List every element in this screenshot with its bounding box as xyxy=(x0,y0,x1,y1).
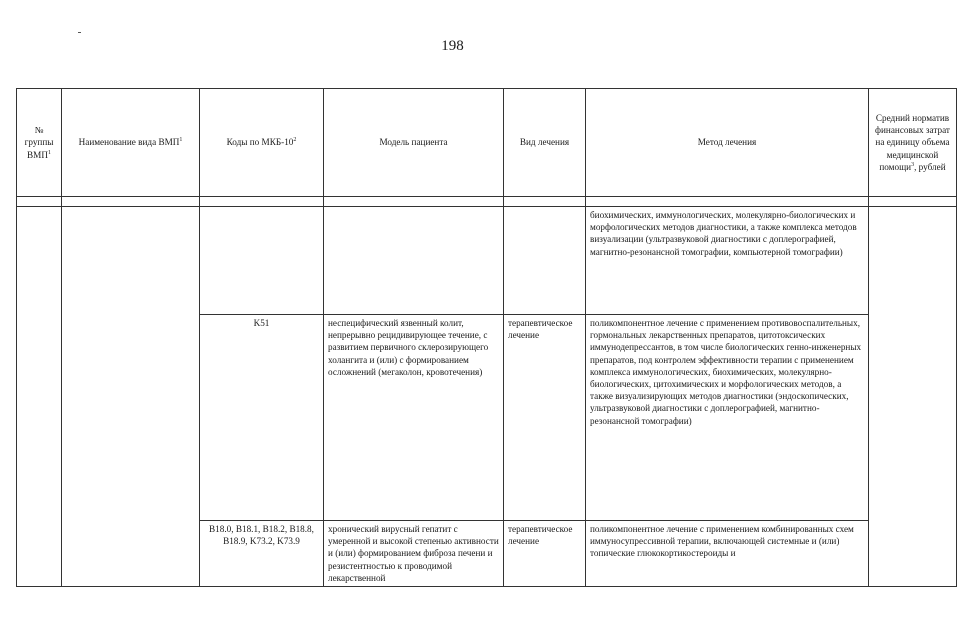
method-cell: поликомпонентное лечение с применением противовоспалительных, гормональных лекарственных препаратов, цитотоксических иммунодепрессантов, в том числе биологических генно-инженерных препаратов, под контролем эффективности терапии с применением комплекса иммунологических, биохимических, молекулярно-биологических, цитохимических и морфологических методов, а также визуализирующих методов диагностики (эндоскопических, ультразвуковой диагностики с доплерографией, магнитно-резонансной томографии) xyxy=(586,315,869,521)
table-header-row xyxy=(17,89,957,197)
header-method: Метод лечения xyxy=(586,89,869,197)
spacer-row xyxy=(17,197,957,207)
type-cell xyxy=(504,207,586,315)
header-type: Вид лечения xyxy=(504,89,586,197)
header-cost: Средний норматив финансовых затрат на единицу объема медицинской помощи$^3$, рублей xyxy=(869,89,957,197)
type-cell: терапевтическое лечение xyxy=(504,315,586,521)
table-row xyxy=(17,207,957,315)
codes-cell: K51 xyxy=(200,315,324,521)
model-cell xyxy=(324,207,504,315)
header-group-no: № группы ВМП$^1$ xyxy=(17,89,62,197)
method-cell: биохимических, иммунологических, молекулярно-биологических и морфологических методов диагностики, а также комплекса методов визуализации (ультразвуковой диагностики с доплерографией, магнитно-резонансной томографии, компьютерной томографии) xyxy=(586,207,869,315)
header-model: Модель пациента xyxy=(324,89,504,197)
group-no-cell xyxy=(17,207,62,587)
header-codes: Коды по МКБ-$10^2$ xyxy=(200,89,324,197)
header-name: Наименование вида ВМП$^1$ xyxy=(62,89,200,197)
model-cell: хронический вирусный гепатит с умеренной и высокой степенью активности и (или) формированием фиброза печени и резистентностью к проводимой лекарственной xyxy=(324,521,504,587)
codes-cell xyxy=(200,207,324,315)
page-number: 198 xyxy=(441,38,464,54)
name-cell xyxy=(62,207,200,587)
codes-cell: B18.0, B18.1, B18.2, B18.8, B18.9, K73.2, K73.9 xyxy=(200,521,324,587)
method-cell: поликомпонентное лечение с применением комбинированных схем иммуносупрессивной терапии, включающей системные и (или) топические глюкокортикостероиды и xyxy=(586,521,869,587)
type-cell: терапевтическое лечение xyxy=(504,521,586,587)
cost-cell xyxy=(869,207,957,587)
scan-mark xyxy=(78,32,81,33)
model-cell: неспецифический язвенный колит, непрерывно рецидивирующее течение, с развитием первичного склерозирующего холангита и (или) с формированием осложнений (мегаколон, кровотечения) xyxy=(324,315,504,521)
vmp-table xyxy=(16,88,957,587)
